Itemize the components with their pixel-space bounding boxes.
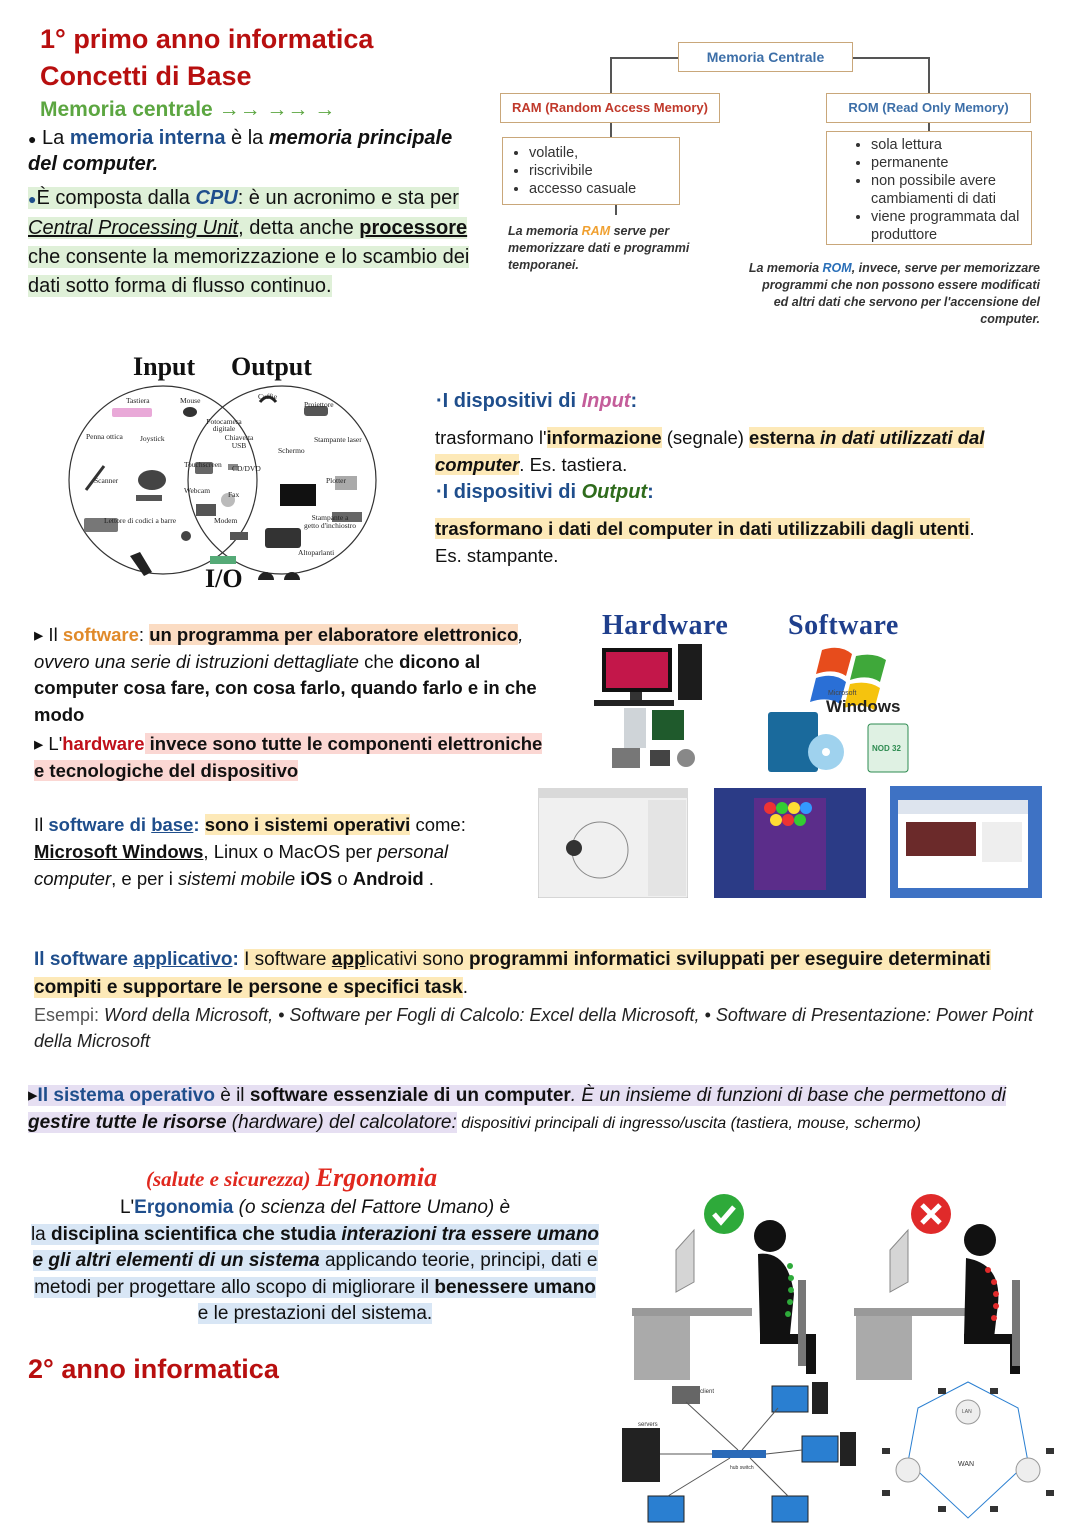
memoria-centrale-subtitle: Memoria centrale →→ →→ → — [40, 98, 336, 121]
device-stampante-laser: Stampante laser — [314, 435, 362, 444]
ram-list: • volatile, • riscrivibile • accesso casuale — [503, 144, 679, 198]
esempi-paragraph: Esempi: Word della Microsoft, • Software per Fogli di Calcolo: Excel della Microsoft, • Software di Presentazione: Power Point della Microsoft — [34, 1005, 1034, 1051]
input-description: trasformano l'informazione (segnale) esterna in dati utilizzati dal computer. Es. tastiera. — [435, 427, 985, 475]
rom-list: • sola lettura • permanente • non possibile avere cambiamenti di dati • viene programmata dal produttore — [827, 136, 1031, 244]
output-heading: ·I dispositivi di Output: — [436, 481, 654, 503]
cpu-paragraph: ●È composta dalla CPU: è un acronimo e sta per Central Processing Unit, detta anche processore che consente la memorizzazione e lo scambio dei dati sotto forma di flusso continuo. — [28, 187, 470, 297]
posture-illustration — [628, 1188, 1048, 1383]
device-mouse: Mouse — [180, 396, 201, 405]
memory-paragraph: ● La memoria interna è la memoria principale del computer. — [28, 127, 453, 175]
device-touchscreen: Touchscreen — [184, 460, 222, 469]
input-label: Input — [133, 352, 196, 381]
hardware-definition: ▸ L'hardware invece sono tutte le componenti elettroniche e tecnologiche del dispositivo — [34, 733, 543, 781]
io-label: I/O — [205, 564, 243, 593]
device-plotter: Plotter — [326, 476, 346, 485]
output-description: trasformano i dati del computer in dati utilizzabili dagli utenti. Es. stampante. — [435, 518, 975, 566]
device-proiettore: Proiettore — [304, 400, 334, 409]
input-heading: ·I dispositivi di Input: — [436, 390, 638, 412]
check-icon — [704, 1194, 744, 1234]
network-illustration — [618, 1378, 1063, 1525]
rom-title-box: ROM (Read Only Memory) — [826, 93, 1031, 123]
sistema-operativo-paragraph: ▸Il sistema operativo è il software essenziale di un computer. È un insieme di funzioni di base che permettono di gestire tutte le risorse (hardware) del calcolatore: dispositivi principali di ingresso/uscita (tastiera, mouse, schermo) — [28, 1085, 1006, 1133]
device-chiavetta: Chiavetta USB — [224, 433, 254, 450]
ram-note: La memoria RAM serve per memorizzare dati e programmi temporanei. — [508, 224, 690, 272]
rom-list-box — [826, 131, 1032, 245]
ram-list-box — [502, 137, 680, 205]
network-hub-label: hub switch — [730, 1465, 754, 1471]
ergonomia-paragraph: L'Ergonomia (o scienza del Fattore Umano) è la disciplina scientifica che studia interazioni tra essere umano e gli altri elementi di un sistema applicando teorie, principi, dati e metodi per progettare allo scopo di migliorare il benessere umano e le prestazioni del sistema. — [30, 1197, 600, 1324]
page-title: 1° primo anno informatica — [40, 24, 374, 54]
device-fax: Fax — [228, 490, 240, 499]
hardware-illustration — [590, 640, 720, 780]
network-servers-label: servers — [638, 1422, 658, 1428]
screenshot-bubble-game — [714, 788, 866, 898]
network-client-label: client — [700, 1389, 715, 1395]
device-fotocamera: Fotocamera digitale — [206, 417, 242, 433]
device-scanner: Scanner — [94, 476, 119, 485]
device-schermo: Schermo — [278, 446, 305, 455]
network-wan-label: WAN — [958, 1461, 975, 1468]
windows-small-label: Microsoft — [828, 690, 857, 697]
software-image-title: Software — [788, 610, 899, 641]
device-tastiera: Tastiera — [126, 396, 150, 405]
device-stampante-getto: Stampante a getto d'inchiostro — [304, 513, 356, 530]
screenshot-browser — [890, 786, 1042, 898]
software-definition: ▸ Il software: un programma per elaboratore elettronico, ovvero una serie di istruzioni dettagliate che dicono al computer cosa fare, con cosa farlo, quando farlo e in che modo — [34, 624, 537, 725]
software-base-paragraph: Il software di base: sono i sistemi operativi come: Microsoft Windows, Linux o MacOS per personal computer, e per i sistemi mobile iOS o Android . — [34, 814, 466, 889]
second-year-heading: 2° anno informatica — [28, 1354, 279, 1384]
rom-note: La memoria ROM, invece, serve per memorizzare programmi che non possono essere modificati ed altri dati che servono per l'accensione del computer. — [748, 261, 1040, 326]
device-cd-dvd: CD/DVD — [232, 464, 261, 473]
output-label: Output — [231, 352, 312, 381]
software-applicativo-paragraph: Il software applicativo: I software applicativi sono programmi informatici sviluppati per eseguire determinati compiti e supportare le persone e specifici task. — [34, 949, 991, 998]
screenshot-graphics-app — [538, 788, 688, 898]
ram-title-box: RAM (Random Access Memory) — [500, 93, 720, 123]
windows-label: Windows — [826, 697, 901, 716]
device-modem: Modem — [214, 516, 238, 525]
device-cuffie: Cuffie — [258, 392, 278, 401]
ergonomia-heading: (salute e sicurezza) Ergonomia — [146, 1163, 438, 1192]
device-altoparlanti: Altoparlanti — [298, 548, 335, 557]
section-title: Concetti di Base — [40, 61, 252, 91]
memoria-centrale-box: Memoria Centrale — [678, 42, 853, 72]
network-lan-label: LAN — [962, 1409, 972, 1415]
io-venn-diagram — [60, 350, 390, 595]
device-penna-ottica: Penna ottica — [86, 432, 123, 441]
nod32-label: NOD 32 — [872, 744, 901, 753]
device-lettore-codici: Lettore di codici a barre — [104, 516, 177, 525]
device-webcam: Webcam — [184, 486, 211, 495]
hardware-image-title: Hardware — [602, 610, 729, 641]
device-joystick: Joystick — [140, 434, 165, 443]
